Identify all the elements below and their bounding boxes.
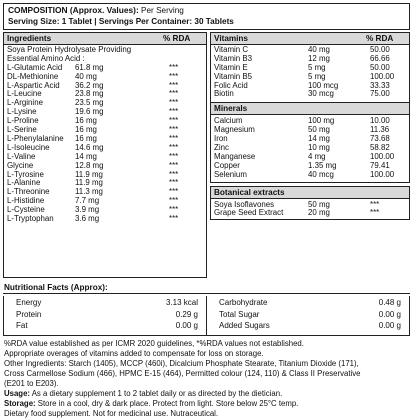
row-rda: 66.66	[370, 53, 390, 63]
nutrition-title: Nutritional Facts (Approx):	[3, 282, 410, 294]
nutrition-value: 0.00 g	[175, 321, 198, 330]
row-rda: 11.36	[370, 125, 390, 135]
row-amount: 50 mg	[308, 199, 330, 209]
botanical-header: Botanical extracts	[211, 187, 409, 199]
row-amount: 12 mg	[308, 53, 330, 63]
row-amount: 61.8 mg	[75, 62, 104, 72]
row-name: L-Isoleucine	[7, 142, 50, 152]
table-row	[4, 215, 206, 224]
table-row	[211, 209, 409, 218]
row-name: L-Threonine	[7, 187, 50, 197]
row-name: L-Aspartic Acid	[7, 80, 60, 90]
row-rda: ***	[370, 199, 380, 209]
vitamins-rda-header: % RDA	[366, 34, 394, 43]
row-amount: 40 mg	[308, 45, 330, 54]
nutrition-label: Protein	[16, 309, 42, 319]
row-name: L-Phenylalanine	[7, 133, 64, 143]
minerals-header: Minerals	[211, 102, 409, 115]
row-amount: 16 mg	[75, 125, 97, 135]
table-row	[211, 171, 409, 180]
row-rda: ***	[169, 160, 179, 170]
serving-line: Serving Size: 1 Tablet | Servings Per Container: 30 Tablets	[8, 16, 234, 26]
ingredient-rows	[4, 64, 206, 224]
row-amount: 36.2 mg	[75, 80, 104, 90]
row-amount: 100 mg	[308, 116, 335, 126]
overage-note: Appropriate overages of vitamins added to compensate for loss on storage.	[4, 349, 264, 358]
nutrition-facts	[3, 296, 410, 336]
vitamins-header-label: Vitamins	[214, 34, 248, 43]
row-rda: ***	[169, 125, 179, 135]
row-amount: 23.8 mg	[75, 89, 104, 99]
supplement-label	[3, 3, 410, 419]
row-name: Magnesium	[214, 125, 255, 135]
row-rda: ***	[169, 151, 179, 161]
row-amount: 30 mcg	[308, 89, 334, 99]
botanical-rows	[211, 199, 409, 220]
row-amount: 11.3 mg	[75, 187, 103, 197]
row-amount: 3.6 mg	[75, 213, 100, 223]
row-amount: 14 mg	[308, 134, 330, 144]
usage-note	[4, 389, 410, 399]
mineral-rows	[211, 115, 409, 181]
row-amount: 23.5 mg	[75, 98, 104, 108]
ingredients-table	[3, 32, 207, 278]
row-name: L-Tryptophan	[7, 213, 54, 223]
row-name: Copper	[214, 160, 240, 170]
nutrition-right	[206, 296, 409, 335]
nutrition-row	[211, 320, 405, 332]
row-amount: 14.6 mg	[75, 142, 104, 152]
composition-box	[3, 3, 410, 30]
storage-text: Store in a cool, dry & dark place. Protect from light. Store below 25°C temp.	[35, 399, 299, 408]
nutrition-value: 0.00 g	[378, 321, 401, 330]
row-rda: ***	[169, 71, 179, 81]
row-amount: 5 mg	[308, 71, 326, 81]
row-name: Folic Acid	[214, 80, 248, 90]
row-name: Calcium	[214, 116, 243, 126]
row-amount: 40 mcg	[308, 169, 334, 179]
row-amount: 100 mcg	[308, 80, 339, 90]
row-rda: ***	[169, 62, 179, 72]
usage-text: As a dietary supplement 1 to 2 tablet daily or as directed by the dietician.	[30, 389, 283, 398]
ingredients-rda-header: % RDA	[163, 34, 191, 43]
row-rda: ***	[370, 208, 380, 218]
composition-grid	[3, 32, 410, 278]
row-name: DL-Methionine	[7, 71, 59, 81]
nutrition-row	[8, 320, 202, 332]
row-rda: 79.41	[370, 160, 390, 170]
row-name: L-Arginine	[7, 98, 43, 108]
row-rda: 75.00	[370, 89, 390, 99]
other-ingredients-3: (E201 to E203).	[4, 379, 59, 388]
row-name: Glycine	[7, 160, 34, 170]
row-name: L-Lysine	[7, 107, 37, 117]
storage-note	[4, 399, 410, 409]
botanical-table	[210, 186, 410, 221]
nutrition-left	[4, 296, 206, 335]
row-rda: 100.00	[370, 151, 395, 161]
label-notes	[3, 339, 410, 419]
vitamins-table	[210, 32, 410, 183]
row-amount: 20 mg	[308, 208, 330, 218]
row-amount: 1.35 mg	[308, 160, 337, 170]
row-rda: ***	[169, 187, 179, 197]
row-rda: ***	[169, 98, 179, 108]
nutrition-label: Total Sugar	[219, 309, 260, 319]
row-rda: ***	[169, 116, 179, 126]
row-rda: ***	[169, 133, 179, 143]
ingredients-header	[4, 33, 206, 45]
nutrition-value: 0.00 g	[378, 309, 401, 319]
row-amount: 10 mg	[308, 143, 330, 153]
row-rda: 50.00	[370, 62, 390, 72]
row-rda: 73.68	[370, 134, 390, 144]
other-ingredients-2: Cross Carmellose Sodium (466), HPMC E-15 (464), Permitted colour (124, 110) & Class II Preservative	[4, 369, 361, 378]
disclaimer: Dietary food supplement. Not for medicinal use. Nutraceutical.	[4, 409, 219, 418]
row-rda: 58.82	[370, 143, 390, 153]
row-amount: 40 mg	[75, 71, 97, 81]
other-ingredients-1: Other Ingredients: Starch (1405), MCCP (460i), Dicalcium Phosphate Stearate, Titanium Dioxide (171),	[4, 359, 359, 368]
row-rda: ***	[169, 213, 179, 223]
table-row	[211, 90, 409, 99]
row-name: L-Glutamic Acid	[7, 62, 63, 72]
row-rda: ***	[169, 169, 179, 179]
row-rda: ***	[169, 107, 179, 117]
nutrition-row	[211, 297, 405, 309]
row-rda: ***	[169, 142, 179, 152]
row-name: L-Valine	[7, 151, 36, 161]
nutrition-row	[211, 309, 405, 321]
intro-line-2: Essential Amino Acid :	[7, 53, 85, 63]
row-name: Vitamin B3	[214, 53, 253, 63]
row-rda: ***	[169, 89, 179, 99]
usage-label: Usage:	[4, 389, 30, 398]
nutrition-label: Energy	[16, 298, 42, 307]
nutrition-row	[8, 309, 202, 321]
row-name: Vitamin E	[214, 62, 248, 72]
row-name: Grape Seed Extract	[214, 208, 284, 218]
row-amount: 19.6 mg	[75, 107, 104, 117]
row-name: Biotin	[214, 89, 234, 99]
nutrition-label: Carbohydrate	[219, 298, 268, 307]
row-name: L-Histidine	[7, 196, 45, 206]
composition-title: COMPOSITION (Approx. Values):	[8, 5, 139, 15]
row-name: Vitamin C	[214, 45, 249, 54]
row-name: Zinc	[214, 143, 229, 153]
row-name: L-Leucine	[7, 89, 42, 99]
row-amount: 5 mg	[308, 62, 326, 72]
ingredients-header-label: Ingredients	[7, 34, 52, 43]
row-name: Vitamin B5	[214, 71, 253, 81]
row-name: Manganese	[214, 151, 256, 161]
row-name: Soya Isoflavones	[214, 199, 275, 209]
row-name: Selenium	[214, 169, 247, 179]
row-rda: ***	[169, 205, 179, 215]
row-name: L-Proline	[7, 116, 39, 126]
row-name: L-Tyrosine	[7, 169, 44, 179]
intro-line-1: Soya Protein Hydrolysate Providing	[7, 45, 132, 54]
row-amount: 16 mg	[75, 133, 97, 143]
row-rda: ***	[169, 196, 179, 206]
vitamins-header	[211, 33, 409, 45]
vitamins-minerals-column	[210, 32, 410, 278]
row-amount: 50 mg	[308, 125, 330, 135]
nutrition-label: Fat	[16, 321, 28, 330]
row-name: Iron	[214, 134, 228, 144]
row-rda: 100.00	[370, 169, 395, 179]
rda-note: %RDA value established as per ICMR 2020 guidelines, *%RDA values not established.	[4, 339, 304, 348]
nutrition-value: 0.48 g	[378, 298, 401, 307]
row-rda: 10.00	[370, 116, 390, 126]
row-amount: 4 mg	[308, 151, 326, 161]
per-serving: Per Serving	[141, 6, 184, 15]
nutrition-row	[8, 297, 202, 309]
row-amount: 3.9 mg	[75, 205, 100, 215]
nutrition-value: 0.29 g	[175, 309, 198, 319]
row-amount: 11.9 mg	[75, 169, 103, 179]
row-rda: 50.00	[370, 45, 390, 54]
row-amount: 16 mg	[75, 116, 97, 126]
row-amount: 11.9 mg	[75, 178, 103, 188]
ingredients-intro	[4, 45, 206, 64]
row-rda: 100.00	[370, 71, 395, 81]
vitamin-rows	[211, 45, 409, 102]
nutrition-label: Added Sugars	[219, 321, 270, 330]
row-rda: ***	[169, 80, 179, 90]
storage-label: Storage:	[4, 399, 36, 408]
nutrition-value: 3.13 kcal	[165, 298, 198, 307]
row-rda: 33.33	[370, 80, 390, 90]
row-rda: ***	[169, 178, 179, 188]
row-amount: 7.7 mg	[75, 196, 100, 206]
row-name: L-Serine	[7, 125, 37, 135]
row-amount: 14 mg	[75, 151, 97, 161]
row-amount: 12.8 mg	[75, 160, 104, 170]
row-name: L-Cysteine	[7, 205, 45, 215]
row-name: L-Alanine	[7, 178, 41, 188]
